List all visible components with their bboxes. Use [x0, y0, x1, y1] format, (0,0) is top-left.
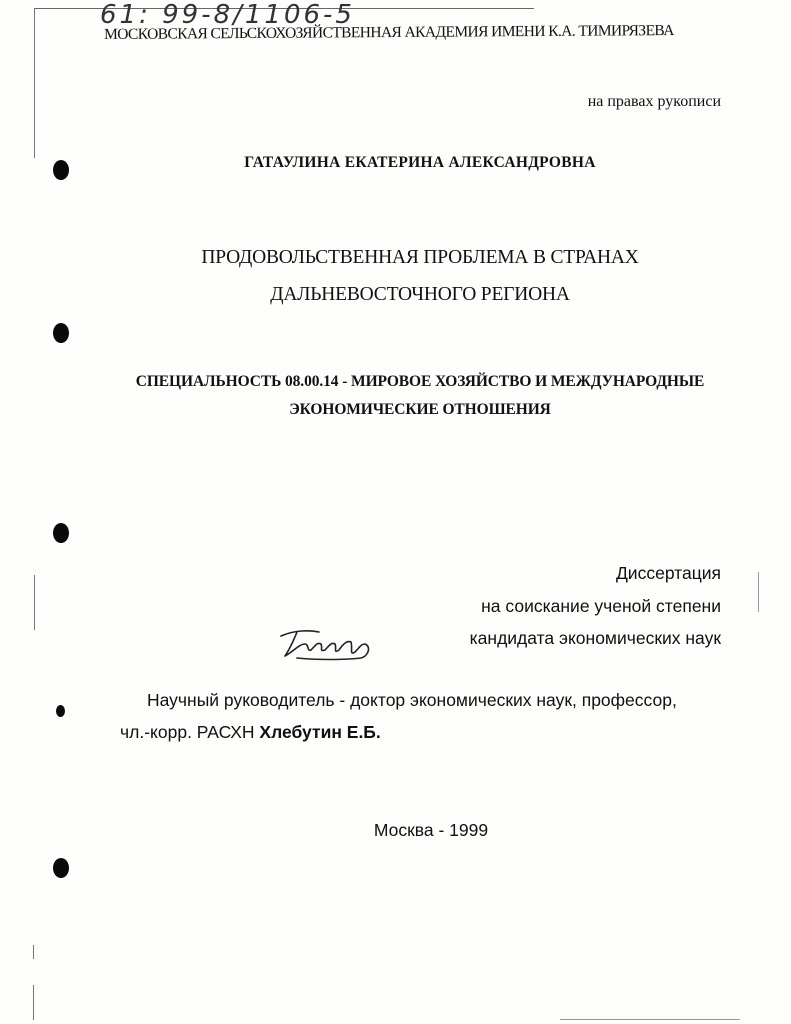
punch-hole-3 [53, 523, 69, 543]
punch-hole-4 [56, 705, 65, 717]
supervisor-affiliation: чл.-корр. РАСХН [120, 722, 260, 742]
supervisor-line-1: Научный руководитель - доктор экономических наук, профессор, [147, 690, 677, 710]
supervisor-line-2 [120, 722, 381, 743]
scan-edge-left [34, 8, 35, 158]
handwritten-archive-code: 61: 99-8/1106-5 [100, 0, 355, 30]
scan-edge-left-lower [34, 575, 35, 630]
scan-edge-right [758, 572, 759, 612]
scan-edge-bottom [560, 1019, 740, 1020]
degree-line-1: на соискание ученой степени [481, 596, 721, 616]
manuscript-rights: на правах рукописи [587, 93, 721, 110]
author-name: ГАТАУЛИНА ЕКАТЕРИНА АЛЕКСАНДРОВНА [244, 154, 596, 171]
punch-hole-2 [53, 323, 69, 343]
scan-edge-left-bottom [33, 945, 34, 959]
dissertation-label: Диссертация [615, 563, 721, 583]
supervisor-name: Хлебутин Е.Б. [259, 722, 381, 742]
degree-line-2: кандидата экономических наук [469, 628, 721, 648]
city-year: Москва - 1999 [373, 820, 489, 840]
dissertation-title-line-1: ПРОДОВОЛЬСТВЕННАЯ ПРОБЛЕМА В СТРАНАХ [201, 247, 639, 268]
punch-hole-5 [53, 858, 69, 878]
specialty-line-1: СПЕЦИАЛЬНОСТЬ 08.00.14 - МИРОВОЕ ХОЗЯЙСТВО И МЕЖДУНАРОДНЫЕ [135, 373, 705, 390]
specialty-line-2: ЭКОНОМИЧЕСКИЕ ОТНОШЕНИЯ [289, 401, 551, 418]
scan-edge-left-bottom2 [33, 985, 34, 1020]
author-signature [275, 622, 375, 664]
dissertation-title-line-2: ДАЛЬНЕВОСТОЧНОГО РЕГИОНА [270, 284, 570, 305]
academy-name: МОСКОВСКАЯ СЕЛЬСКОХОЗЯЙСТВЕННАЯ АКАДЕМИЯ ИМЕНИ К.А. ТИМИРЯЗЕВА [104, 22, 674, 43]
